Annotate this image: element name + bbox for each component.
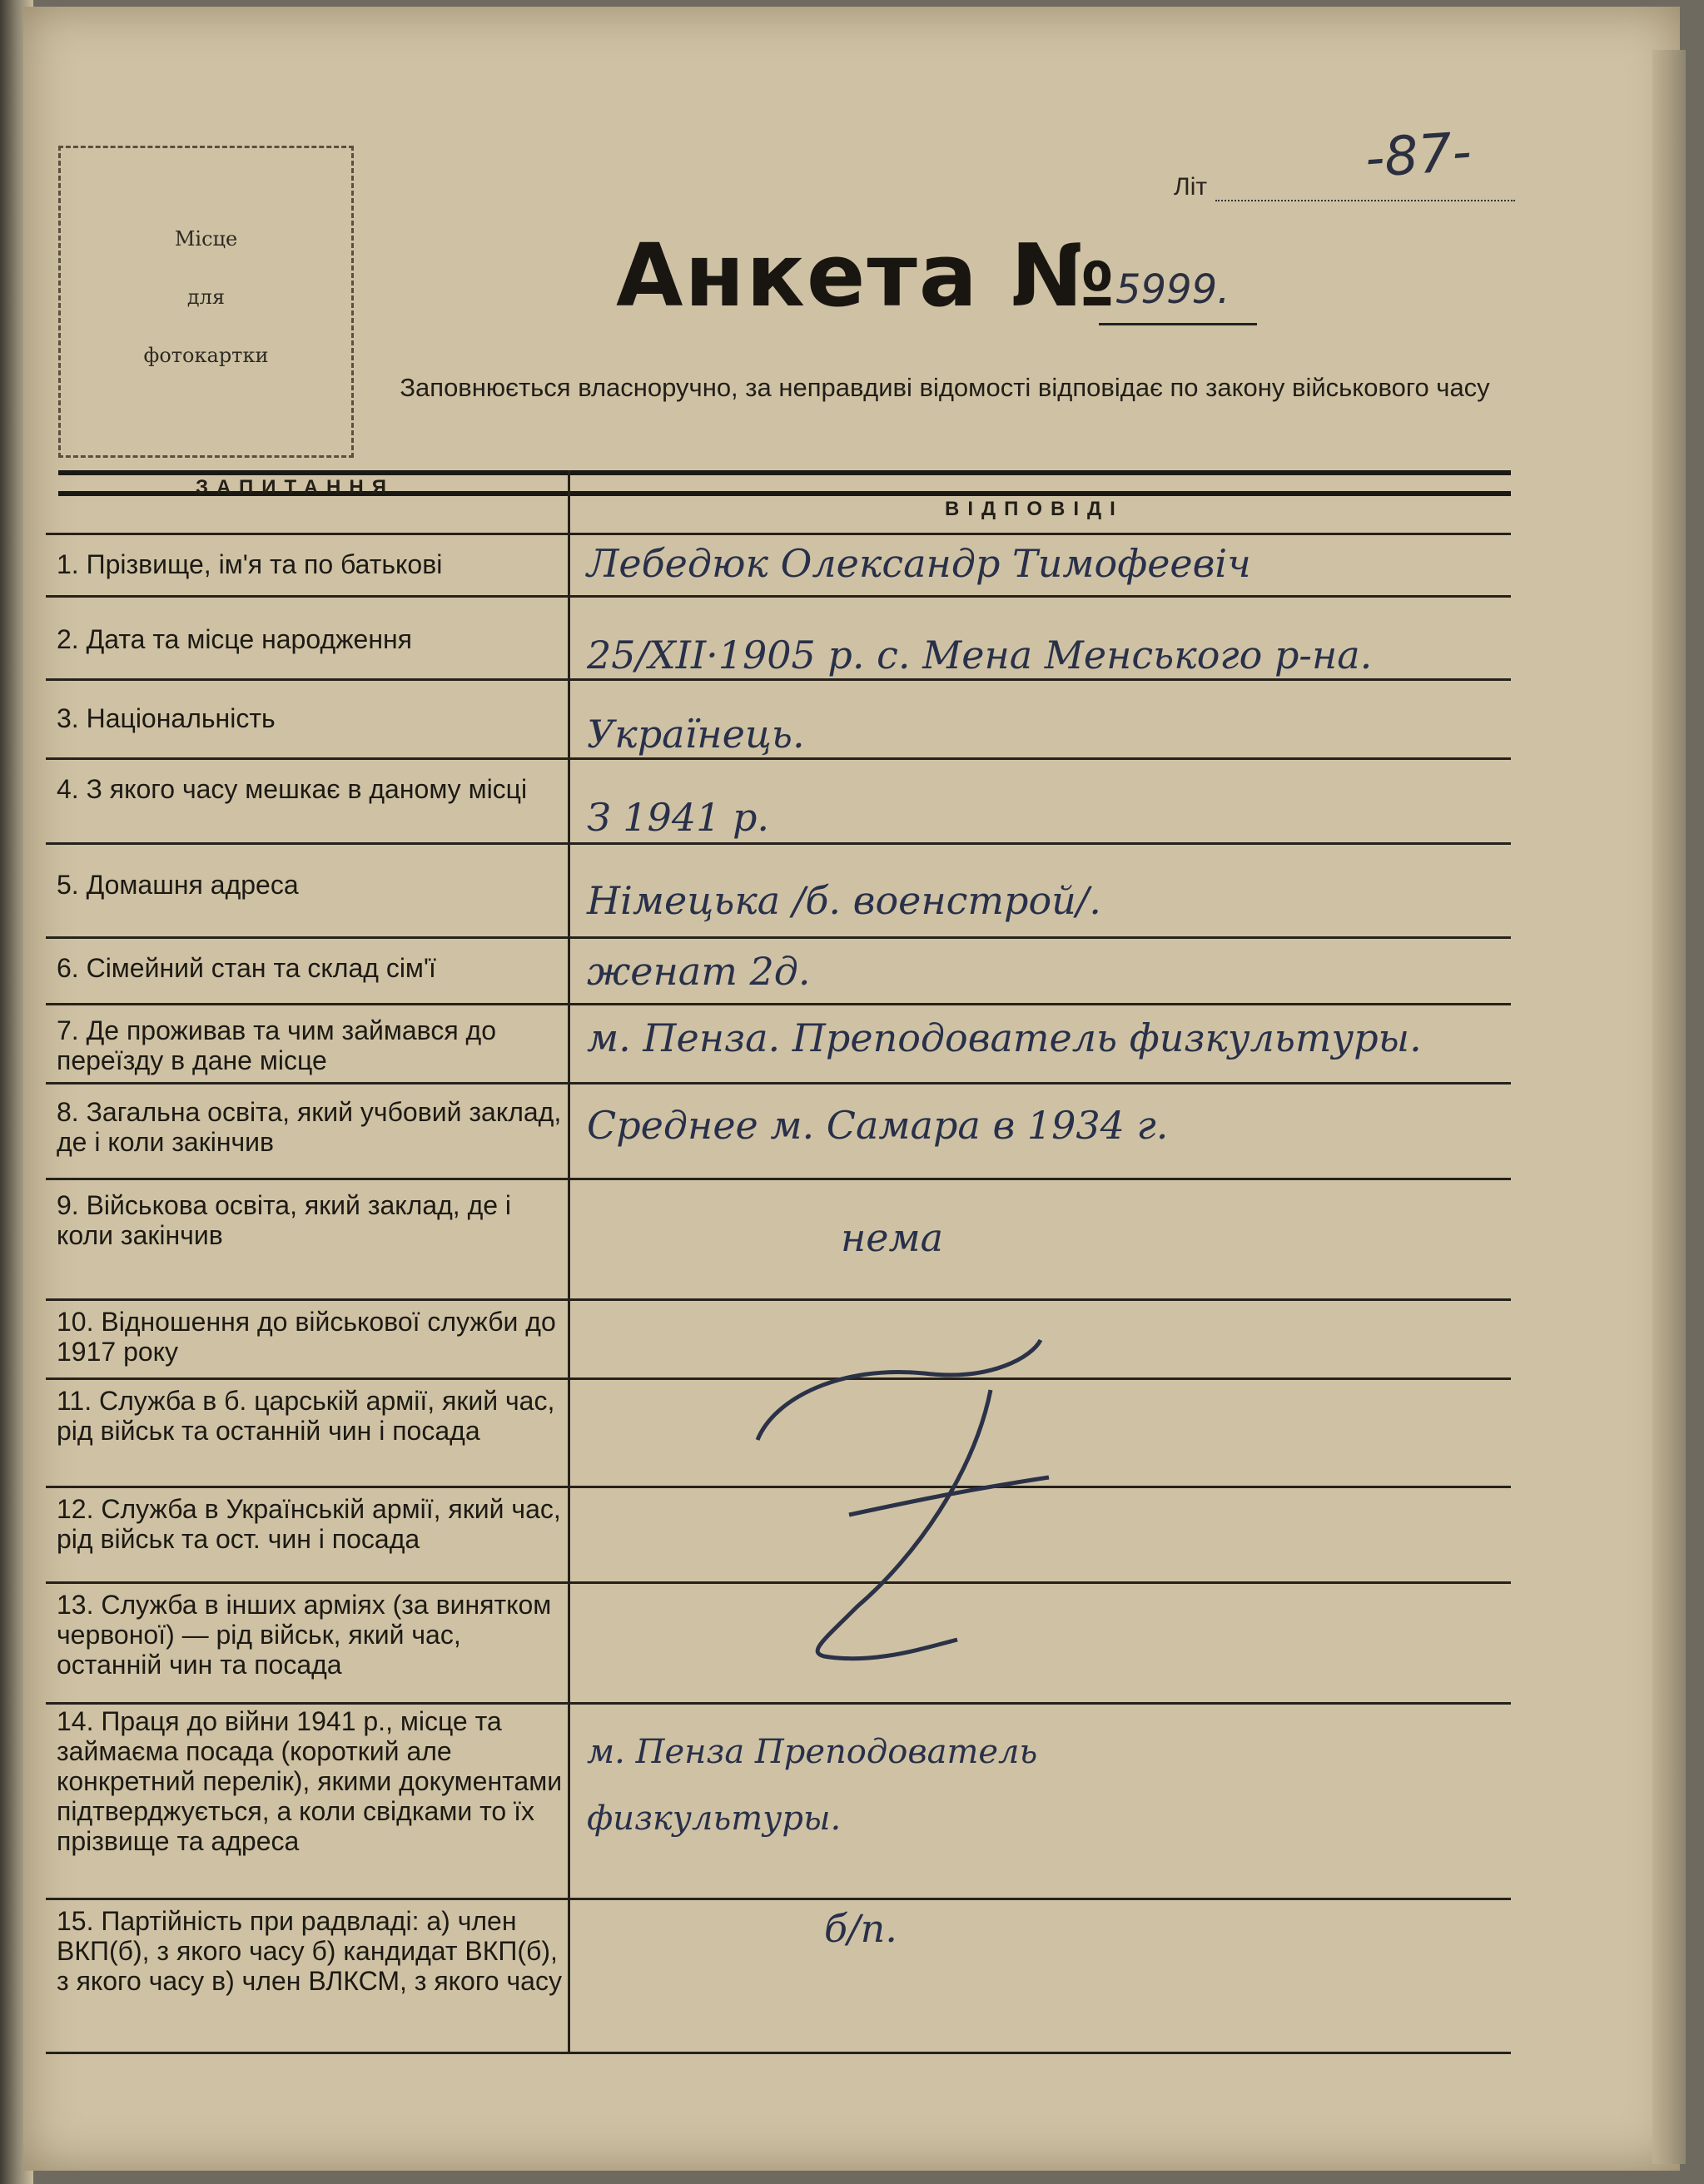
column-header-questions: ЗАПИТАННЯ [196, 476, 395, 499]
answer-5: Німецька /б. военстрой/. [587, 878, 1101, 923]
question-1: 1. Прізвище, ім'я та по батькові [57, 549, 443, 579]
lit-label: Літ [1174, 173, 1208, 201]
row-rule [46, 1178, 1511, 1180]
question-11: 11. Служба в б. царській армії, який час, рід військ та останній чин і посада [57, 1386, 555, 1446]
table-top-rule [46, 533, 1511, 535]
header-rule-top [58, 470, 1511, 475]
photo-label-line1: Місце [174, 227, 238, 251]
answer-1: Лебедюк Олександр Тимофеевіч [587, 541, 1251, 586]
question-4: 4. З якого часу мешкає в даному місці [57, 774, 528, 804]
blank-rows-strike-mark [724, 1323, 1074, 1681]
question-2: 2. Дата та місце народження [57, 624, 412, 654]
answer-3: Українець. [587, 712, 805, 757]
row-rule [46, 1003, 1511, 1005]
lit-line [1215, 200, 1515, 201]
photo-label-line2: для [186, 285, 226, 309]
question-10: 10. Відношення до військової служби до 1917 року [57, 1307, 556, 1367]
row-rule [46, 842, 1511, 845]
answer-14: м. Пенза Преподователь физкультуры. [587, 1733, 1038, 1838]
question-13: 13. Служба в інших арміях (за винятком червоної) — рід військ, який час, останній чин та посада [57, 1590, 552, 1680]
question-8: 8. Загальна освіта, який учбовий заклад, де і коли закінчив [57, 1097, 562, 1157]
question-5: 5. Домашня адреса [57, 870, 299, 900]
question-15: 15. Партійність при радвладі: а) член ВКП(б), з якого часу б) кандидат ВКП(б), з якого часу в) член ВЛКСМ, з якого часу [57, 1906, 562, 1996]
answer-6: женат 2д. [587, 949, 811, 994]
answer-2: 25/XII·1905 р. с. Мена Менського р-на. [587, 633, 1373, 678]
question-3: 3. Національність [57, 703, 276, 733]
column-divider [568, 470, 570, 2052]
row-rule [46, 678, 1511, 681]
photo-label-line3: фотокартки [143, 344, 269, 367]
photo-placeholder [58, 146, 354, 458]
answer-15: б/п. [824, 1906, 897, 1951]
question-9: 9. Військова освіта, який заклад, де і коли закінчив [57, 1190, 512, 1250]
lit-number: -87- [1363, 121, 1474, 191]
row-rule [46, 1082, 1511, 1085]
question-14: 14. Праця до війни 1941 р., місце та займаєма посада (короткий але конкретний перелік), якими документами підтверджується, а коли свідками то їх прізвище та адреса [57, 1706, 563, 1856]
form-number-underline [1099, 323, 1257, 325]
row-rule [46, 2052, 1511, 2054]
question-6: 6. Сімейний стан та склад сім'ї [57, 953, 436, 983]
form-subtitle: Заповнюється власноручно, за неправдиві відомості відповідає по закону військового часу [400, 373, 1490, 402]
row-rule [46, 1898, 1511, 1900]
form-title: Анкета № [616, 225, 1117, 326]
answer-4: З 1941 р. [587, 795, 770, 840]
column-header-answers: ВІДПОВІДІ [945, 498, 1124, 520]
page-edge [1652, 50, 1686, 2164]
row-rule [46, 757, 1511, 760]
question-7: 7. Де проживав та чим займався до переїзду в дане місце [57, 1015, 496, 1075]
answer-8: Среднее м. Самара в 1934 г. [587, 1103, 1169, 1148]
answer-9: нема [841, 1215, 944, 1260]
row-rule [46, 595, 1511, 598]
row-rule [46, 1298, 1511, 1301]
row-rule [46, 936, 1511, 939]
answer-7: м. Пенза. Преподователь физкультуры. [587, 1015, 1422, 1060]
form-number: 5999. [1115, 266, 1230, 313]
row-rule [46, 1702, 1511, 1705]
question-12: 12. Служба в Українській армії, який час, рід військ та ост. чин і посада [57, 1494, 561, 1554]
